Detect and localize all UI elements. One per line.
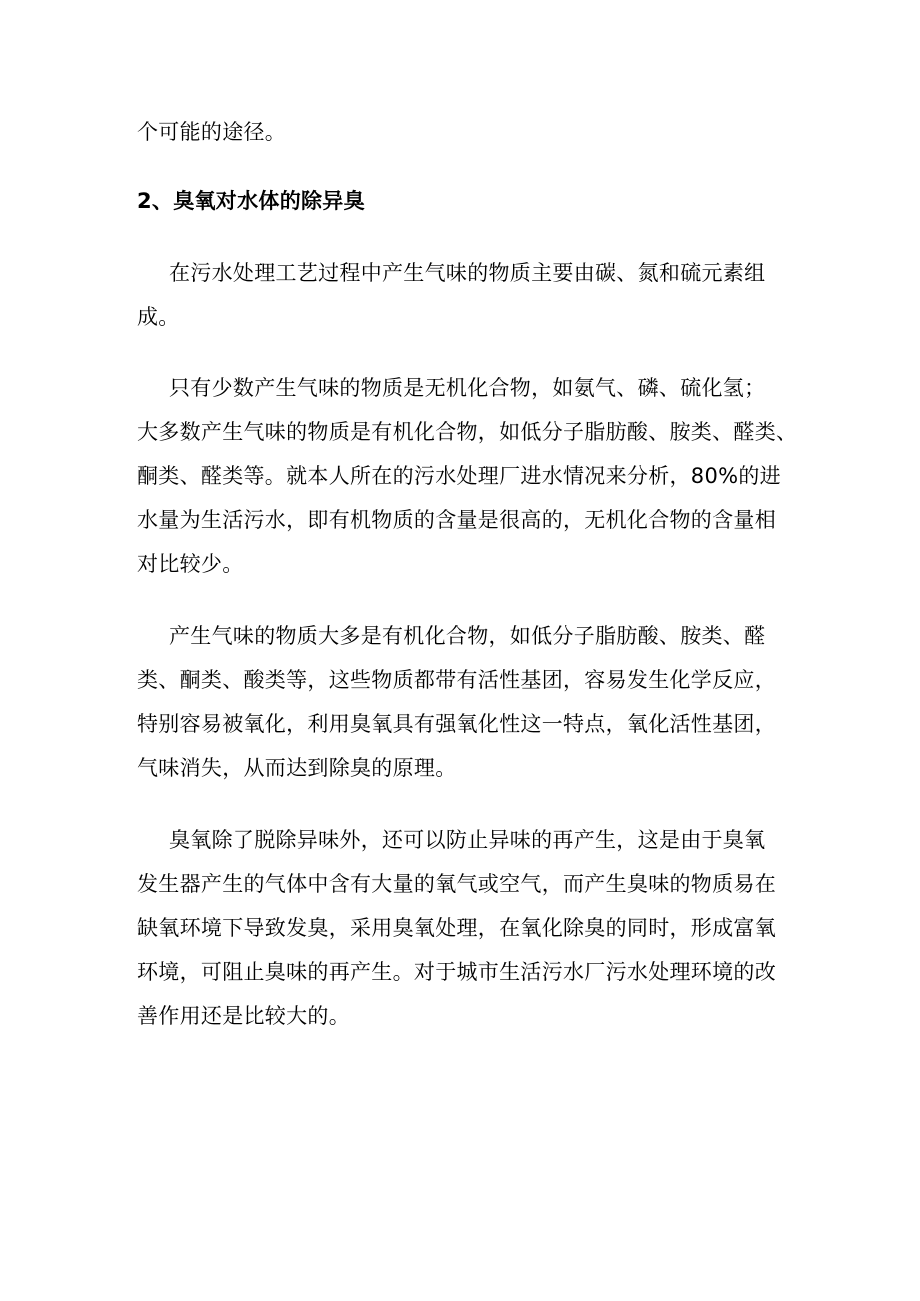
paragraph-line: 大多数产生气味的物质是有机化合物，如低分子脂肪酸、胺类、醛类、 — [137, 420, 798, 444]
paragraph-line: 水量为生活污水，即有机物质的含量是很高的，无机化合物的含量相 — [137, 508, 776, 532]
paragraph-line: 善作用还是比较大的。 — [137, 1004, 350, 1028]
paragraph-line: 类、酮类、酸类等，这些物质都带有活性基团，容易发生化学反应， — [137, 668, 776, 692]
paragraph-line: 环境，可阻止臭味的再产生。对于城市生活污水厂污水处理环境的改 — [137, 960, 776, 984]
paragraph-line: 对比较少。 — [137, 552, 244, 576]
paragraph-line: 臭氧除了脱除异味外，还可以防止异味的再产生，这是由于臭氧 — [169, 828, 766, 852]
paragraph-line: 只有少数产生气味的物质是无机化合物，如氨气、磷、硫化氢； — [169, 376, 766, 400]
paragraph-line: 缺氧环境下导致发臭，采用臭氧处理，在氧化除臭的同时，形成富氧 — [137, 916, 776, 940]
paragraph-line: 气味消失，从而达到除臭的原理。 — [137, 756, 457, 780]
paragraph-line: 个可能的途径。 — [137, 120, 287, 144]
paragraph-line: 成。 — [137, 305, 180, 329]
paragraph-line: 在污水处理工艺过程中产生气味的物质主要由碳、氮和硫元素组 — [169, 261, 766, 285]
paragraph-line: 发生器产生的气体中含有大量的氧气或空气，而产生臭味的物质易在 — [137, 872, 776, 896]
paragraph-line: 产生气味的物质大多是有机化合物，如低分子脂肪酸、胺类、醛 — [169, 624, 766, 648]
section-heading: 2、臭氧对水体的除异臭 — [137, 189, 365, 213]
paragraph-line: 特别容易被氧化，利用臭氧具有强氧化性这一特点，氧化活性基团， — [137, 712, 776, 736]
paragraph-line: 酮类、醛类等。就本人所在的污水处理厂进水情况来分析，80%的进 — [137, 464, 781, 488]
